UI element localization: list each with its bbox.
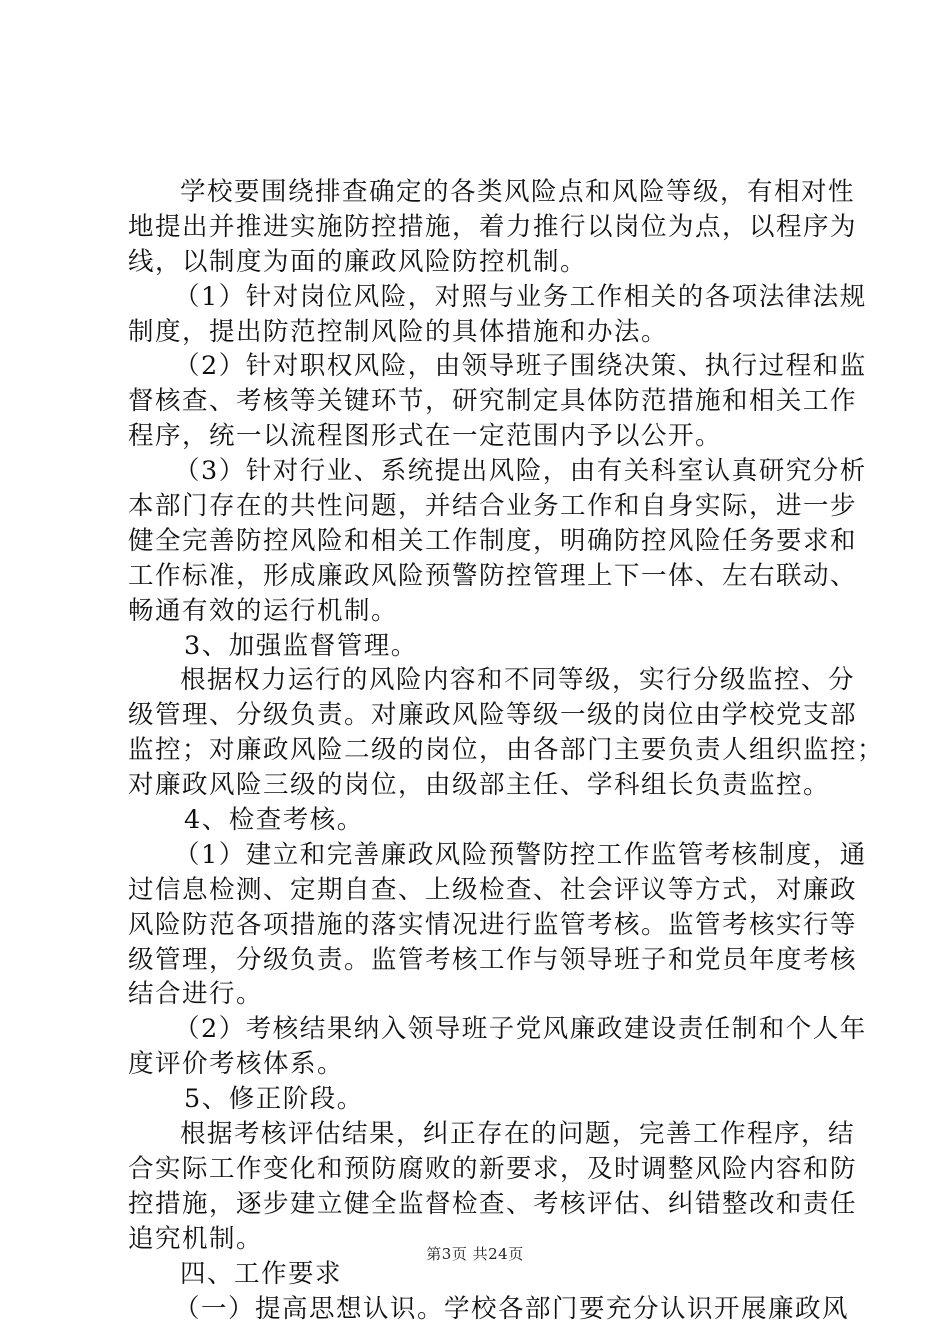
text-line: 学校要围绕排查确定的各类风险点和风险等级，有相对性 bbox=[180, 177, 856, 207]
text-line: 健全完善防控风险和相关工作制度，明确防控风险任务要求和 bbox=[128, 525, 858, 556]
text-line: （一）提高思想认识。学校各部门要充分认识开展廉政风 bbox=[174, 1293, 850, 1324]
text-line: 畅通有效的运行机制。 bbox=[128, 595, 399, 626]
text-line: 对廉政风险三级的岗位，由级部主任、学科组长负责监控。 bbox=[128, 770, 831, 801]
text-line: 制度，提出防范控制风险的具体措施和办法。 bbox=[128, 316, 669, 347]
text-line: （1）建立和完善廉政风险预警防控工作监管考核制度，通 bbox=[174, 839, 867, 870]
text-line: 级管理，分级负责。监管考核工作与领导班子和党员年度考核 bbox=[128, 944, 858, 975]
text-line: （2）针对职权风险，由领导班子围绕决策、执行过程和监 bbox=[174, 351, 867, 382]
text-line: 控措施，逐步建立健全监督检查、考核评估、纠错整改和责任 bbox=[128, 1188, 858, 1219]
text-line: （1）针对岗位风险，对照与业务工作相关的各项法律法规 bbox=[174, 281, 867, 312]
text-line: （3）针对行业、系统提出风险，由有关科室认真研究分析 bbox=[174, 456, 867, 487]
text-line: 监控；对廉政风险二级的岗位，由各部门主要负责人组织监控； bbox=[128, 735, 885, 766]
text-line: 根据权力运行的风险内容和不同等级，实行分级监控、分 bbox=[180, 665, 856, 696]
text-line: 工作标准，形成廉政风险预警防控管理上下一体、左右联动、 bbox=[128, 560, 858, 591]
text-line: 3、加强监督管理。 bbox=[184, 630, 418, 661]
text-line: 程序，统一以流程图形式在一定范围内予以公开。 bbox=[128, 421, 723, 452]
text-line: 5、修正阶段。 bbox=[184, 1084, 364, 1115]
text-line: 四、工作要求 bbox=[180, 1258, 343, 1289]
text-line: 过信息检测、定期自查、上级检查、社会评议等方式，对廉政 bbox=[128, 874, 858, 905]
document-body bbox=[128, 175, 885, 1326]
text-line: 结合进行。 bbox=[128, 979, 264, 1010]
text-line: 线，以制度为面的廉政风险防控机制。 bbox=[128, 246, 588, 277]
page-footer: 第3页 共24页 bbox=[426, 1245, 524, 1263]
text-line: 督核查、考核等关键环节，研究制定具体防范措施和相关工作 bbox=[128, 386, 858, 417]
text-line: 4、检查考核。 bbox=[184, 805, 364, 836]
text-line: （2）考核结果纳入领导班子党风廉政建设责任制和个人年 bbox=[174, 1014, 867, 1045]
text-line: 风险防范各项措施的落实情况进行监管考核。监管考核实行等 bbox=[128, 909, 858, 940]
text-line: 本部门存在的共性问题，并结合业务工作和自身实际，进一步 bbox=[128, 491, 858, 522]
text-line: 级管理、分级负责。对廉政风险等级一级的岗位由学校党支部 bbox=[128, 700, 858, 731]
text-line: 根据考核评估结果，纠正存在的问题，完善工作程序，结 bbox=[180, 1119, 856, 1150]
text-line: 地提出并推进实施防控措施，着力推行以岗位为点，以程序为 bbox=[128, 211, 858, 242]
text-line: 合实际工作变化和预防腐败的新要求，及时调整风险内容和防 bbox=[128, 1153, 858, 1184]
text-line: 追究机制。 bbox=[128, 1223, 264, 1254]
text-line: 度评价考核体系。 bbox=[128, 1049, 345, 1080]
